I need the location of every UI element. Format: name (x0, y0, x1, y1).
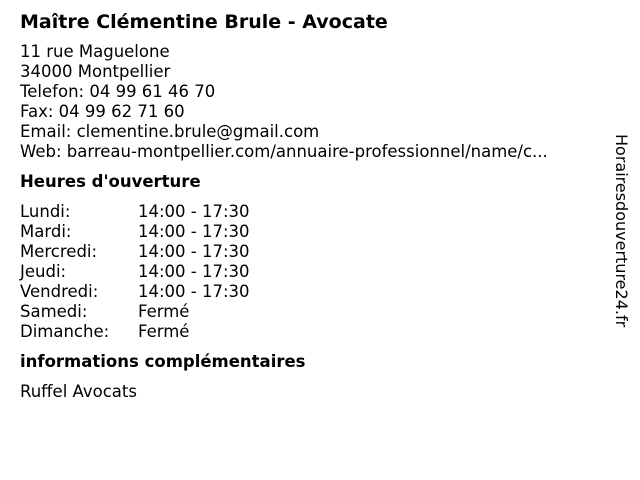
hours-time: 14:00 - 17:30 (138, 202, 250, 221)
hours-table (20, 202, 600, 342)
web-line: Web: barreau-montpellier.com/annuaire-professionnel/name/c... (20, 142, 548, 161)
hours-day: Jeudi: (20, 262, 67, 281)
hours-row (20, 202, 600, 222)
phone-line: Telefon: 04 99 61 46 70 (20, 82, 216, 101)
hours-day: Lundi: (20, 202, 71, 221)
hours-heading: Heures d'ouverture (20, 172, 201, 191)
city-line: 34000 Montpellier (20, 62, 171, 81)
hours-time: 14:00 - 17:30 (138, 222, 250, 241)
hours-row (20, 282, 600, 302)
hours-day: Mercredi: (20, 242, 98, 261)
hours-time: 14:00 - 17:30 (138, 262, 250, 281)
hours-row (20, 302, 600, 322)
street-line: 11 rue Maguelone (20, 42, 170, 61)
hours-time: 14:00 - 17:30 (138, 282, 250, 301)
hours-day: Samedi: (20, 302, 88, 321)
hours-time: 14:00 - 17:30 (138, 242, 250, 261)
hours-row (20, 262, 600, 282)
hours-day: Vendredi: (20, 282, 99, 301)
info-heading: informations complémentaires (20, 352, 306, 371)
site-watermark: Horairesdouverture24.fr (612, 134, 631, 328)
hours-time: Fermé (138, 322, 190, 341)
fax-line: Fax: 04 99 62 71 60 (20, 102, 185, 121)
hours-row (20, 242, 600, 262)
hours-day: Dimanche: (20, 322, 110, 341)
hours-day: Mardi: (20, 222, 72, 241)
hours-time: Fermé (138, 302, 190, 321)
info-text: Ruffel Avocats (20, 382, 137, 401)
hours-row (20, 222, 600, 242)
page-title: Maître Clémentine Brule - Avocate (20, 11, 388, 33)
address-block (20, 42, 600, 162)
hours-row (20, 322, 600, 342)
content-column (20, 10, 600, 402)
email-line: Email: clementine.brule@gmail.com (20, 122, 320, 141)
